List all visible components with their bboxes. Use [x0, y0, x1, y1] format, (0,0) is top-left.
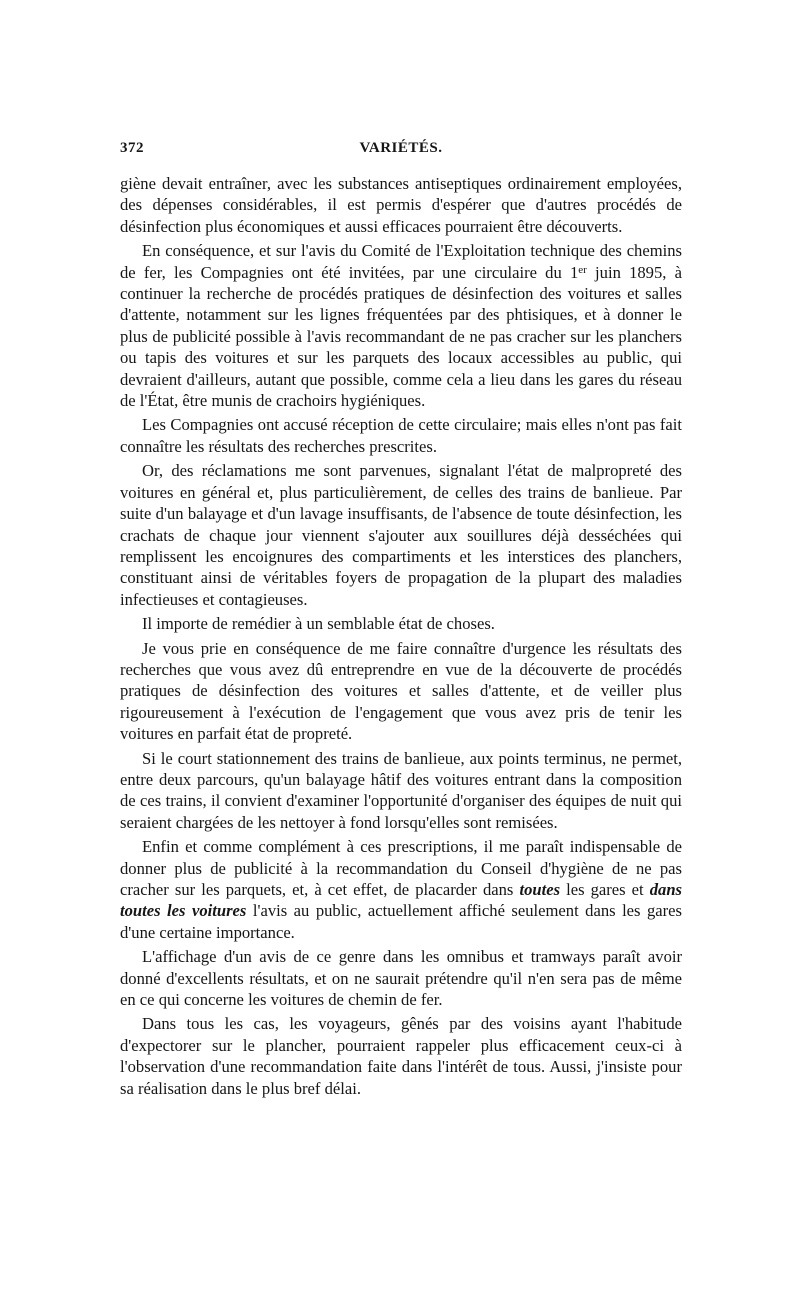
- paragraph-8: [120, 836, 682, 943]
- paragraph-1: giène devait entraîner, avec les substances antiseptiques ordinairement employées, des dépenses considérables, il est permis d'espérer que d'autres procédés de désinfection plus économiques et aussi efficaces pourraient être découverts.: [120, 174, 682, 236]
- paragraph-10: Dans tous les cas, les voyageurs, gênés par des voisins ayant l'habitude d'expectorer sur le plancher, pourraient rappeler plus efficacement ceux-ci à l'observation d'une recommandation faite dans l'intérêt de tous. Aussi, j'insiste pour sa réalisation dans le plus bref délai.: [120, 1014, 682, 1098]
- paragraph-2-text-a: En conséquence, et sur l'avis du Comité de l'Exploitation technique des chemins de fer, les Compagnies ont été invitées, par une circulaire du 1: [120, 241, 682, 282]
- paragraph-4: Or, des réclamations me sont parvenues, signalant l'état de malpropreté des voitures en général et, plus particulièrement, de celles des trains de banlieue. Par suite d'un balayage et d'un lavage insuffisants, de l'absence de toute désinfection, les crachats de chaque jour viennent s'ajouter aux souillures déjà desséchées qui remplissent les encoignures des compartiments et les interstices des planchers, constituant ainsi de véritables foyers de propagation de la plupart des maladies infectieuses et contagieuses.: [120, 461, 682, 609]
- emphasis-toutes: toutes: [519, 880, 561, 899]
- paragraph-2-text-b: juin 1895, à continuer la recherche de procédés pratiques de désinfection des voitures et salles d'attente, notamment sur les lignes fréquentées par des phtisiques, et à donner le plus de publicité possible à l'avis recommandant de ne pas cracher sur les planchers ou tapis des voitures et sur les parquets des locaux accessibles au public, qui devraient d'ailleurs, autant que possible, comme cela a lieu dans les gares du réseau de l'État, être munis de crachoirs hygiéniques.: [120, 262, 682, 411]
- document-page: [120, 140, 682, 1099]
- paragraph-3: Les Compagnies ont accusé réception de cette circulaire; mais elles n'ont pas fait connaître les résultats des recherches prescrites.: [120, 415, 682, 456]
- paragraph-7: Si le court stationnement des trains de banlieue, aux points terminus, ne permet, entre deux parcours, qu'un balayage hâtif des voitures entrant dans la composition de ces trains, il convient d'examiner l'opportunité d'organiser des équipes de nuit qui seraient chargées de les nettoyer à fond lorsqu'elles sont remisées.: [120, 748, 682, 832]
- paragraph-8-text-c: l'avis au public, actuellement affiché seulement dans les gares d'une certaine importance.: [120, 901, 683, 942]
- running-header: [120, 140, 682, 164]
- paragraph-8-text-a: Enfin et comme complément à ces prescriptions, il me paraît indispensable de donner plus de publicité à la recommandation du Conseil d'hygiène de ne pas cracher sur les parquets, et, à cet effet, de placarder dans: [120, 837, 682, 899]
- paragraph-8-text-b: les gares et: [560, 880, 650, 899]
- emphasis-dans-toutes-les-voitures: dans toutes les voitures: [120, 880, 683, 921]
- paragraph-5: Il importe de remédier à un semblable état de choses.: [142, 614, 495, 634]
- running-title: VARIÉTÉS.: [359, 140, 443, 156]
- ordinal-superscript: er: [578, 263, 587, 276]
- paragraph-2: [120, 240, 682, 411]
- paragraph-6: Je vous prie en conséquence de me faire connaître d'urgence les résultats des recherches que vous avez dû entreprendre en vue de la découverte de procédés pratiques de désinfection des voitures et salles d'attente, et de veiller plus rigoureusement à l'exécution de l'engagement que vous avez pris de tenir les voitures en parfait état de propreté.: [120, 638, 682, 744]
- paragraph-9: L'affichage d'un avis de ce genre dans les omnibus et tramways paraît avoir donné d'excellents résultats, et on ne saurait prétendre qu'il n'en sera pas de même en ce qui concerne les voitures de chemin de fer.: [120, 947, 682, 1010]
- page-number: 372: [120, 140, 144, 156]
